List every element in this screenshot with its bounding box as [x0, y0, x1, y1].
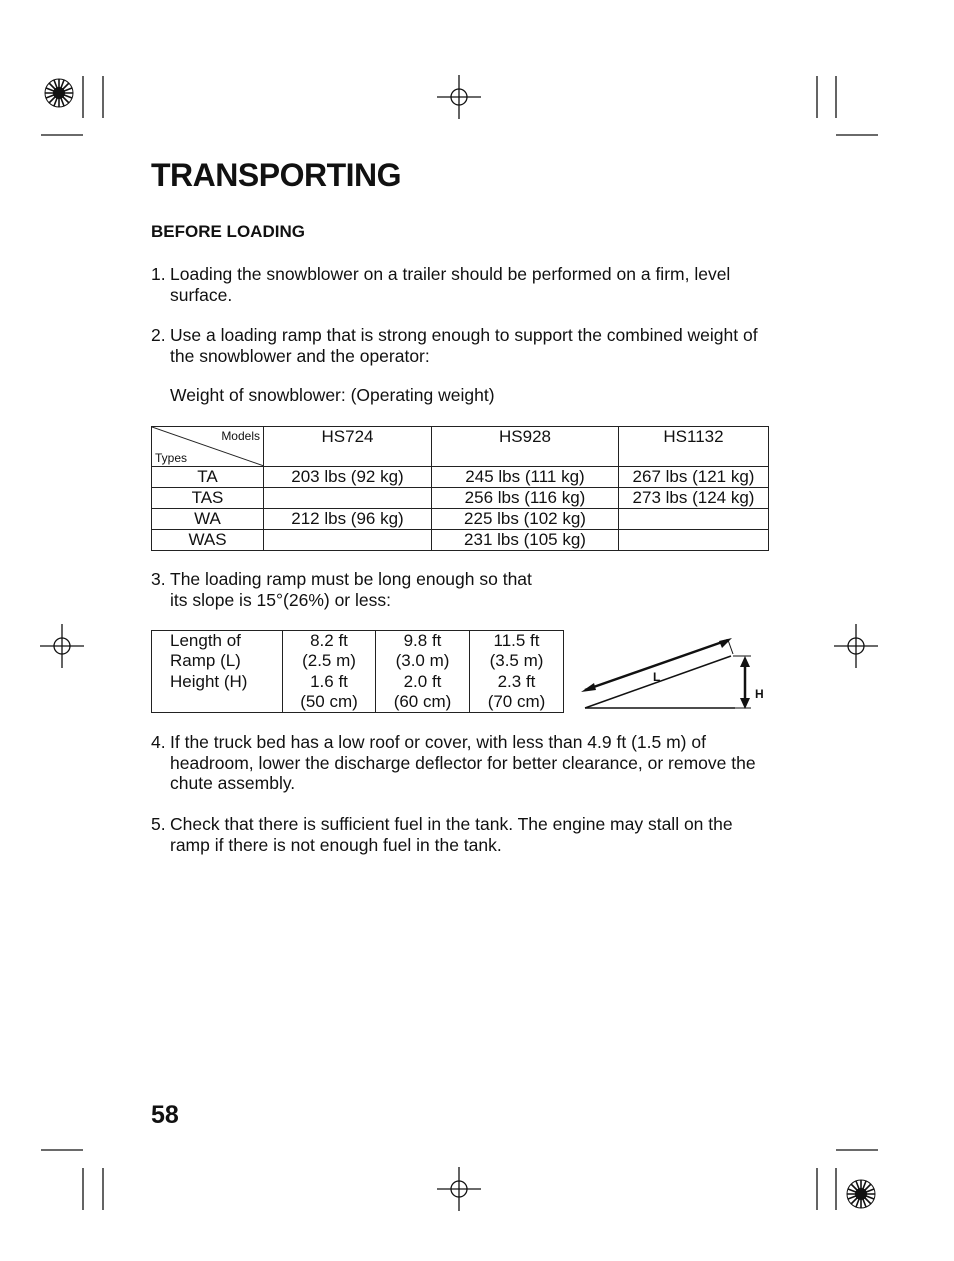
model-header: HS724: [264, 427, 432, 467]
step-text: Loading the snowblower on a trailer should be performed on a firm, level surface.: [170, 264, 731, 305]
length-label-line-1: Length of: [170, 631, 241, 650]
weight-cell: 256 lbs (116 kg): [432, 488, 619, 509]
arrowhead: [740, 698, 750, 709]
length-ft: 8.2 ft: [310, 631, 348, 650]
height-cm: (70 cm): [487, 692, 546, 711]
weight-cell: [264, 488, 432, 509]
height-ft: 2.0 ft: [403, 672, 442, 691]
length-cell: [470, 631, 564, 673]
table-header-row: [152, 427, 769, 467]
type-cell: WAS: [152, 530, 264, 551]
model-header: HS928: [432, 427, 619, 467]
weight-cell: [264, 530, 432, 551]
step-text: The loading ramp must be long enough so that its slope is 15°(26%) or less:: [170, 569, 532, 610]
height-label-cell: Height (H): [152, 672, 283, 713]
registration-star-bottom-right: [845, 1178, 877, 1210]
step-number: 1.: [151, 264, 166, 284]
weight-cell: [619, 509, 769, 530]
ramp-table: [151, 630, 564, 713]
weight-cell: 231 lbs (105 kg): [432, 530, 619, 551]
page-title: TRANSPORTING: [151, 157, 401, 193]
step-text: Check that there is sufficient fuel in the tank. The engine may stall on the ramp if there is not enough fuel in the tank.: [170, 814, 733, 855]
weight-cell: 203 lbs (92 kg): [264, 467, 432, 488]
table-row: [152, 530, 769, 551]
types-label: Types: [155, 451, 188, 465]
height-cm: (50 cm): [300, 692, 358, 711]
length-m: (3.0 m): [395, 651, 450, 670]
ramp-label-h: H: [755, 687, 764, 701]
ramp-length-row: [152, 631, 564, 673]
section-heading: BEFORE LOADING: [151, 222, 305, 241]
table-row: [152, 509, 769, 530]
models-label: Models: [221, 429, 260, 443]
height-cell: [376, 672, 470, 713]
model-header: HS1132: [619, 427, 769, 467]
length-ft: 11.5 ft: [493, 631, 540, 650]
ramp-height-row: [152, 672, 564, 713]
step-number: 3.: [151, 569, 166, 589]
table-row: [152, 488, 769, 509]
page-number: 58: [151, 1101, 179, 1129]
length-cell: [283, 631, 376, 673]
length-label-cell: [152, 631, 283, 673]
step-number: 4.: [151, 732, 166, 752]
step-text: Use a loading ramp that is strong enough to support the combined weight of the snowblower and the operator:: [170, 325, 758, 366]
registration-star-top-left: [43, 77, 75, 109]
weight-cell: 212 lbs (96 kg): [264, 509, 432, 530]
length-m: (2.5 m): [302, 651, 356, 670]
weight-cell: 273 lbs (124 kg): [619, 488, 769, 509]
ramp-label-l: L: [653, 670, 661, 684]
arrowhead: [581, 683, 596, 692]
length-cell: [376, 631, 470, 673]
length-m: (3.5 m): [489, 651, 544, 670]
weight-cell: 245 lbs (111 kg): [432, 467, 619, 488]
height-cm: (60 cm): [393, 692, 452, 711]
weight-table: [151, 426, 769, 551]
step-text: If the truck bed has a low roof or cover, with less than 4.9 ft (1.5 m) of headroom, lower the discharge deflector for better clearance, or remove the chute assembly.: [170, 732, 756, 793]
step-number: 2.: [151, 325, 166, 345]
step-2: [151, 325, 776, 366]
height-cell: [470, 672, 564, 713]
weight-cell: 225 lbs (102 kg): [432, 509, 619, 530]
table-row: [152, 467, 769, 488]
step-4: [151, 732, 776, 794]
step-3: [151, 569, 551, 610]
type-cell: TAS: [152, 488, 264, 509]
models-types-corner-cell: [152, 427, 264, 467]
type-cell: WA: [152, 509, 264, 530]
weight-cell: [619, 530, 769, 551]
type-cell: TA: [152, 467, 264, 488]
step-5: [151, 814, 776, 855]
height-ft: 1.6 ft: [310, 672, 348, 691]
step-1: [151, 264, 776, 305]
weight-caption: Weight of snowblower: (Operating weight): [170, 385, 495, 405]
ramp-slope-diagram: [575, 630, 770, 715]
height-ft: 2.3 ft: [497, 672, 536, 691]
length-ft: 9.8 ft: [403, 631, 442, 650]
weight-cell: 267 lbs (121 kg): [619, 467, 769, 488]
step-number: 5.: [151, 814, 166, 834]
height-cell: [283, 672, 376, 713]
arrowhead: [740, 656, 750, 667]
length-label-line-2: Ramp (L): [170, 651, 241, 670]
